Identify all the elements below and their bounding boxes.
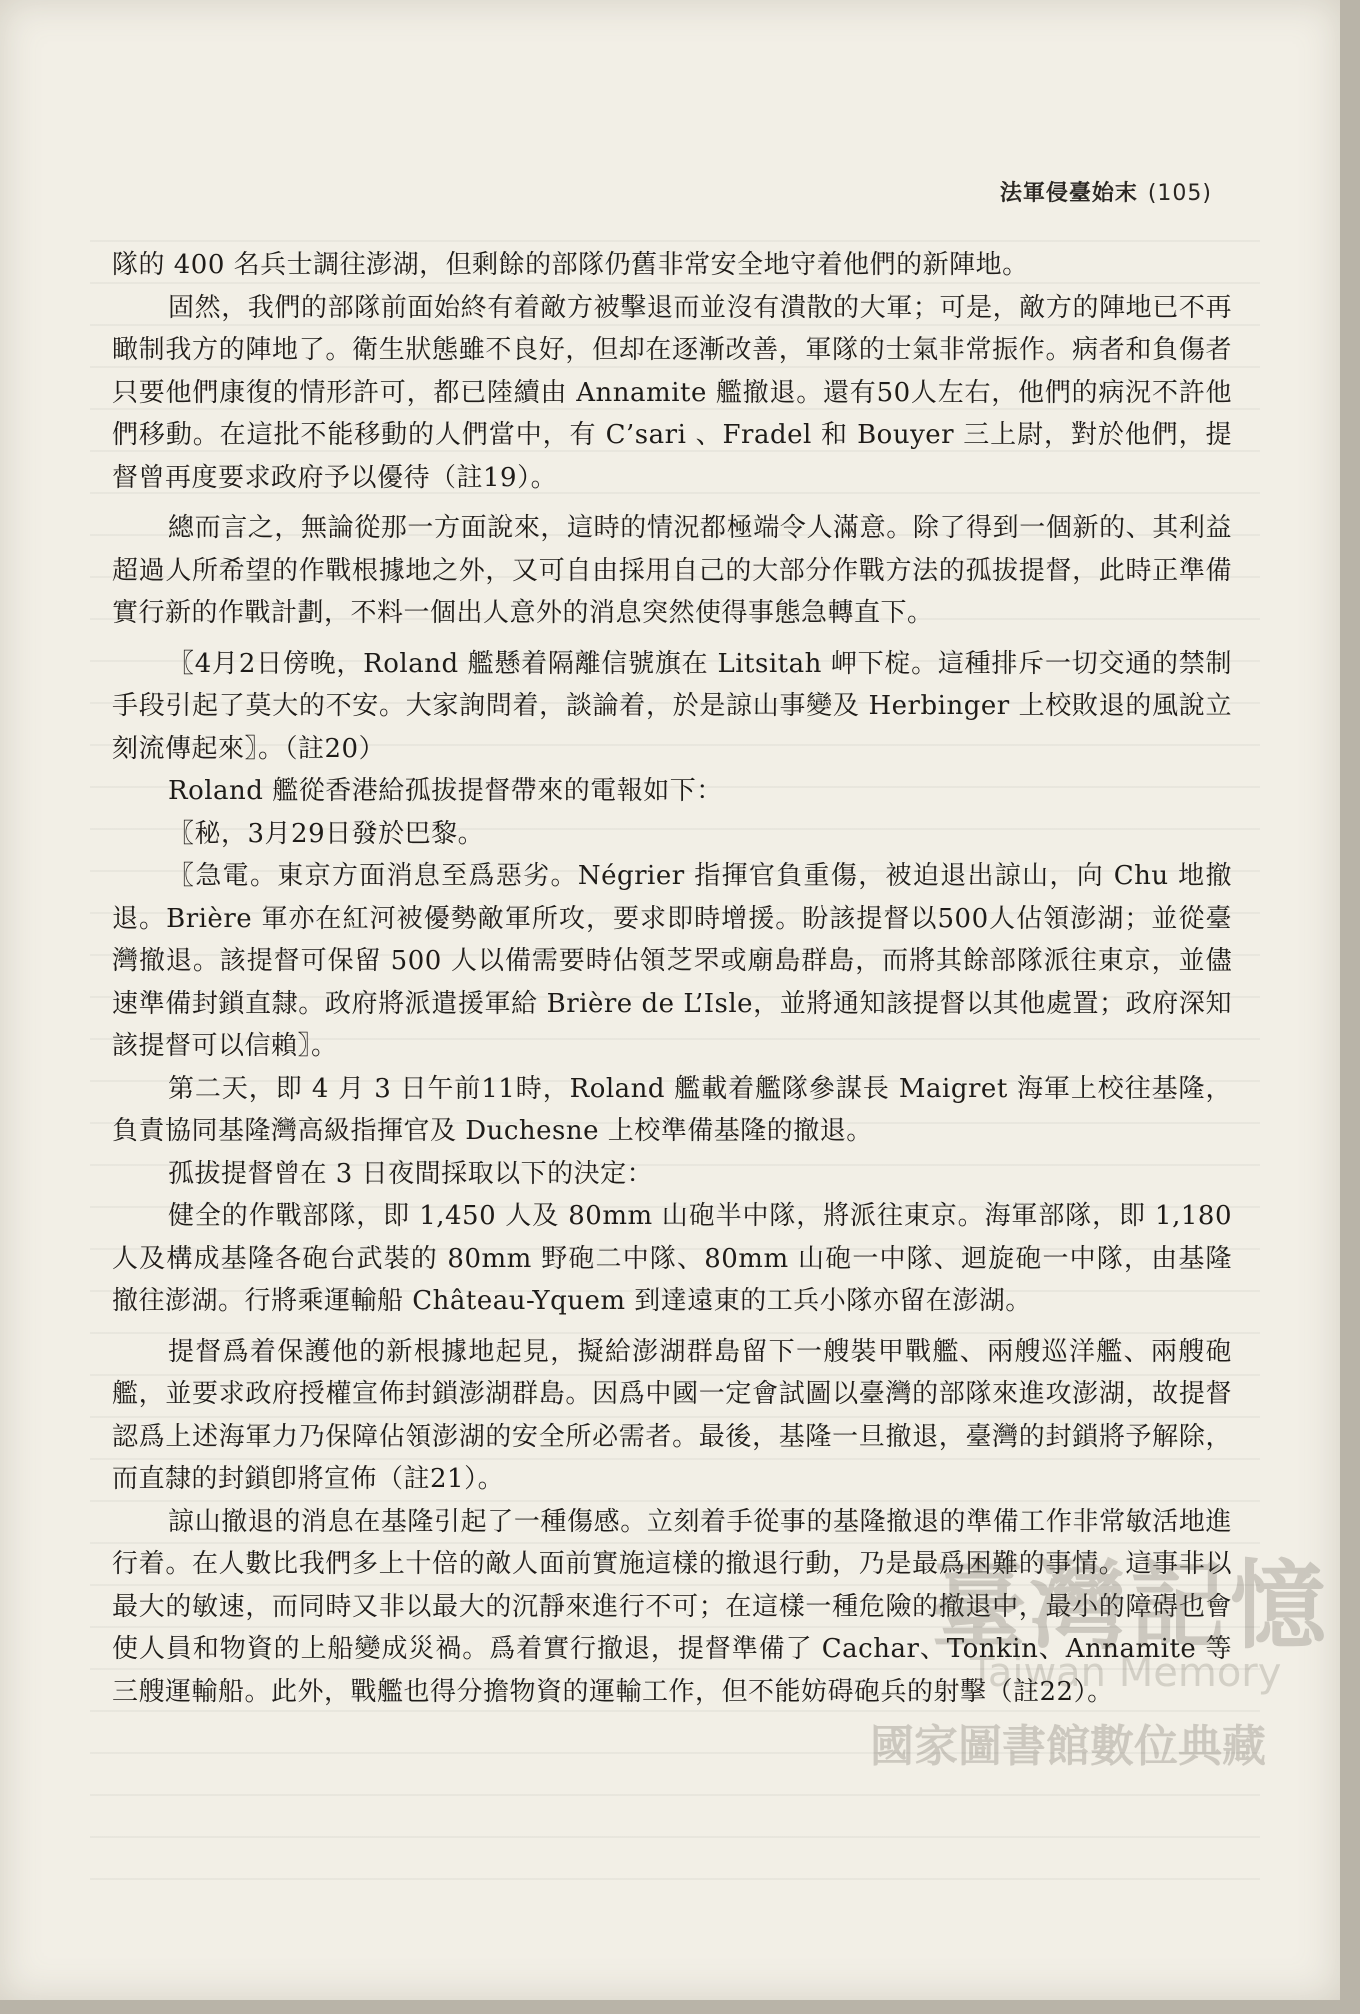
paragraph: 健全的作戰部隊，即 1,450 人及 80mm 山砲半中隊，將派往東京。海軍部隊，即 1,180 人及構成基隆各砲台武裝的 80mm 野砲二中隊、80mm 山砲一中隊、迴旋砲一中隊，由基隆撤往澎湖。行將乘運輸船 Château-Yquem 到達遠東的工兵小隊亦留在澎湖。 — [112, 1201, 1232, 1316]
body-text — [112, 244, 1232, 1713]
paragraph: 固然，我們的部隊前面始終有着敵方被擊退而並沒有潰散的大軍；可是，敵方的陣地已不再瞰制我方的陣地了。衛生狀態雖不良好，但却在逐漸改善，軍隊的士氣非常振作。病者和負傷者只要他們康復的情形許可，都已陸續由 Annamite 艦撤退。還有50人左右，他們的病況不許他們移動。在這批不能移動的人們當中，有 C’sari 、Fradel 和 Bouyer 三上尉，對於他們，提督曾再度要求政府予以優待（註19）。 — [112, 292, 1232, 493]
paragraph: 諒山撤退的消息在基隆引起了一種傷感。立刻着手從事的基隆撤退的準備工作非常敏活地進行着。在人數比我們多上十倍的敵人面前實施這樣的撤退行動，乃是最爲困難的事情。這事非以最大的敏速，而同時又非以最大的沉靜來進行不可；在這樣一種危險的撤退中，最小的障碍也會使人員和物資的上船變成災禍。爲着實行撤退，提督準備了 Cachar、Tonkin、Annamite 等三艘運輸船。此外，戰艦也得分擔物資的運輸工作，但不能妨碍砲兵的射擊（註22）。 — [112, 1506, 1232, 1707]
watermark-line2: Taiwan Memory — [970, 1650, 1282, 1696]
paragraph: 〖秘，3月29日發於巴黎。 — [168, 818, 485, 849]
paragraph: 提督爲着保護他的新根據地起見，擬給澎湖群島留下一艘裝甲戰艦、兩艘巡洋艦、兩艘砲艦，並要求政府授權宣佈封鎖澎湖群島。因爲中國一定會試圖以臺灣的部隊來進攻澎湖，故提督認爲上述海軍力乃保障佔領澎湖的安全所必需者。最後，基隆一旦撤退，臺灣的封鎖將予解除，而直隸的封鎖卽將宣佈（註21）。 — [112, 1336, 1232, 1494]
page-number: (105) — [1147, 181, 1212, 206]
paragraph: Roland 艦從香港給孤拔提督帶來的電報如下： — [168, 776, 723, 806]
paragraph: 總而言之，無論從那一方面說來，這時的情況都極端令人滿意。除了得到一個新的、其利益超過人所希望的作戰根據地之外，又可自由採用自己的大部分作戰方法的孤拔提督，此時正準備實行新的作戰計劃，不料一個出人意外的消息突然使得事態急轉直下。 — [112, 513, 1232, 628]
paragraph: 〖急電。東京方面消息至爲惡劣。Négrier 指揮官負重傷，被迫退出諒山，向 Chu 地撤退。Brière 軍亦在紅河被優勢敵軍所攻，要求即時增援。盼該提督以500人佔領澎湖；並從臺灣撤退。該提督可保留 500 人以備需要時佔領芝罘或廟島群島，而將其餘部隊派往東京，並儘速準備封鎖直隸。政府將派遣援軍給 Brière de L’Isle，並將通知該提督以其他處置；政府深知該提督可以信賴〗。 — [112, 861, 1232, 1061]
running-header — [1000, 176, 1212, 207]
paragraph: 〖4月2日傍晚，Roland 艦懸着隔離信號旗在 Litsitah 岬下椗。這種排斥一切交通的禁制手段引起了莫大的不安。大家詢問着，談論着，於是諒山事變及 Herbinger 上校敗退的風說立刻流傳起來〗。（註20） — [112, 648, 1232, 764]
header-title: 法軍侵臺始末 — [999, 181, 1138, 206]
paragraph: 隊的 400 名兵士調往澎湖，但剩餘的部隊仍舊非常安全地守着他們的新陣地。 — [112, 250, 1029, 280]
watermark-line1: 臺灣記憶 — [930, 1550, 1330, 1662]
paragraph: 第二天，即 4 月 3 日午前11時，Roland 艦載着艦隊參謀長 Maigret 海軍上校往基隆，負責協同基隆灣高級指揮官及 Duchesne 上校準備基隆的撤退。 — [112, 1073, 1232, 1146]
paragraph: 孤拔提督曾在 3 日夜間採取以下的決定： — [168, 1158, 654, 1189]
watermark-line3: 國家圖書館數位典藏 — [870, 1721, 1266, 1772]
